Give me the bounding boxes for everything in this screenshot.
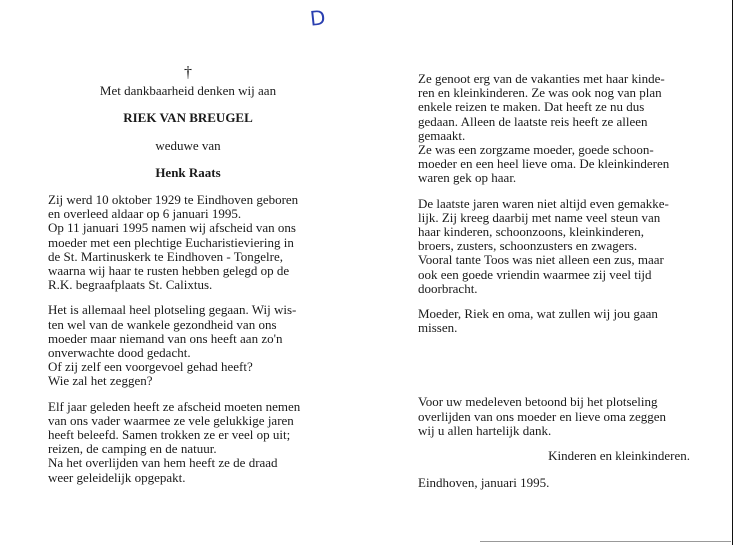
text-line: Ze genoot erg van de vakanties met haar kinde- <box>418 71 665 86</box>
place-date: Eindhoven, januari 1995. <box>418 475 550 491</box>
text-line: R.K. begraafplaats St. Calixtus. <box>48 277 213 293</box>
text-line: Voor uw medeleven betoond bij het plotseling <box>418 394 658 410</box>
signature: Kinderen en kleinkinderen. <box>548 448 690 464</box>
paragraph-thanks <box>418 395 690 438</box>
text-line: van ons vader waarmee ze vele gelukkige jaren <box>48 412 294 428</box>
text-line: waarna wij haar te rusten hebben gelegd op de <box>48 263 290 279</box>
widow-line: weduwe van <box>155 137 221 153</box>
paragraph-life <box>48 193 328 292</box>
cross-symbol: † <box>184 64 192 81</box>
text-line: Op 11 januari 1995 namen wij afscheid van ons <box>48 220 296 236</box>
text-line: onverwachte dood gedacht. <box>48 345 191 361</box>
text-line: broers, zusters, schoonzusters en zwagers. <box>418 238 638 254</box>
paragraph-last-years <box>418 197 690 296</box>
handwritten-mark: D <box>308 5 327 31</box>
deceased-name: RIEK VAN BREUGEL <box>123 110 253 126</box>
left-column <box>48 66 328 485</box>
paragraph-sudden <box>48 303 328 388</box>
text-line: reizen, de camping en de natuur. <box>48 441 217 457</box>
text-line: Moeder, Riek en oma, wat zullen wij jou gaan <box>418 306 658 322</box>
text-line: en overleed aldaar op 6 januari 1995. <box>48 206 242 222</box>
text-line: enkele reizen te maken. Dat heeft ze nu dus <box>418 99 645 115</box>
text-line: waren gek op haar. <box>418 170 517 186</box>
text-line: moeder en een heel lieve oma. De kleinkinderen <box>418 156 670 172</box>
text-line: Of zij zelf een voorgevoel gehad heeft? <box>48 359 253 375</box>
text-line: weer geleidelijk opgepakt. <box>48 469 186 485</box>
text-line: ten wel van de wankele gezondheid van ons <box>48 316 277 332</box>
text-line: gedaan. Alleen de laatste reis heeft ze alleen <box>418 113 648 129</box>
text-line: Na het overlijden van hem heeft ze de draad <box>48 455 278 471</box>
text-line: Zij werd 10 oktober 1929 te Eindhoven geboren <box>48 192 299 208</box>
right-column <box>418 72 690 490</box>
husband-name: Henk Raats <box>155 164 221 180</box>
text-line: de St. Martinuskerk te Eindhoven - Tongelre, <box>48 248 283 264</box>
bottom-edge <box>480 541 731 542</box>
text-line: missen. <box>418 320 458 336</box>
text-line: ook een goede vriendin waarmee zij veel tijd <box>418 266 652 282</box>
text-line: De laatste jaren waren niet altijd even gemakke- <box>418 195 669 211</box>
paragraph-husband <box>48 400 328 485</box>
text-line: Wie zal het zeggen? <box>48 373 153 389</box>
card-edge <box>732 0 733 545</box>
text-line: Elf jaar geleden heeft ze afscheid moeten nemen <box>48 398 301 414</box>
text-line: overlijden van ons moeder en lieve oma zeggen <box>418 408 666 424</box>
text-line: moeder maar niemand van ons heeft aan zo'n <box>48 330 283 346</box>
text-line: moeder met een plechtige Eucharistieviering in <box>48 234 294 250</box>
text-line: ren en kleinkinderen. Ze was ook nog van plan <box>418 85 662 101</box>
intro-line: Met dankbaarheid denken wij aan <box>99 83 277 99</box>
text-line: heeft beleefd. Samen trokken ze er veel op uit; <box>48 427 291 443</box>
text-line: lijk. Zij kreeg daarbij met name veel steun van <box>418 209 661 225</box>
paragraph-missing <box>418 307 690 335</box>
text-line: Vooral tante Toos was niet alleen een zus, maar <box>418 252 664 268</box>
text-line: gemaakt. <box>418 127 466 143</box>
text-line: wij u allen hartelijk dank. <box>418 422 552 438</box>
text-line: doorbracht. <box>418 280 478 296</box>
text-line: Ze was een zorgzame moeder, goede schoon- <box>418 142 654 158</box>
text-line: haar kinderen, schoonzoons, kleinkinderen, <box>418 224 644 240</box>
paragraph-holidays <box>418 72 690 186</box>
text-line: Het is allemaal heel plotseling gegaan. Wij wis- <box>48 302 297 318</box>
